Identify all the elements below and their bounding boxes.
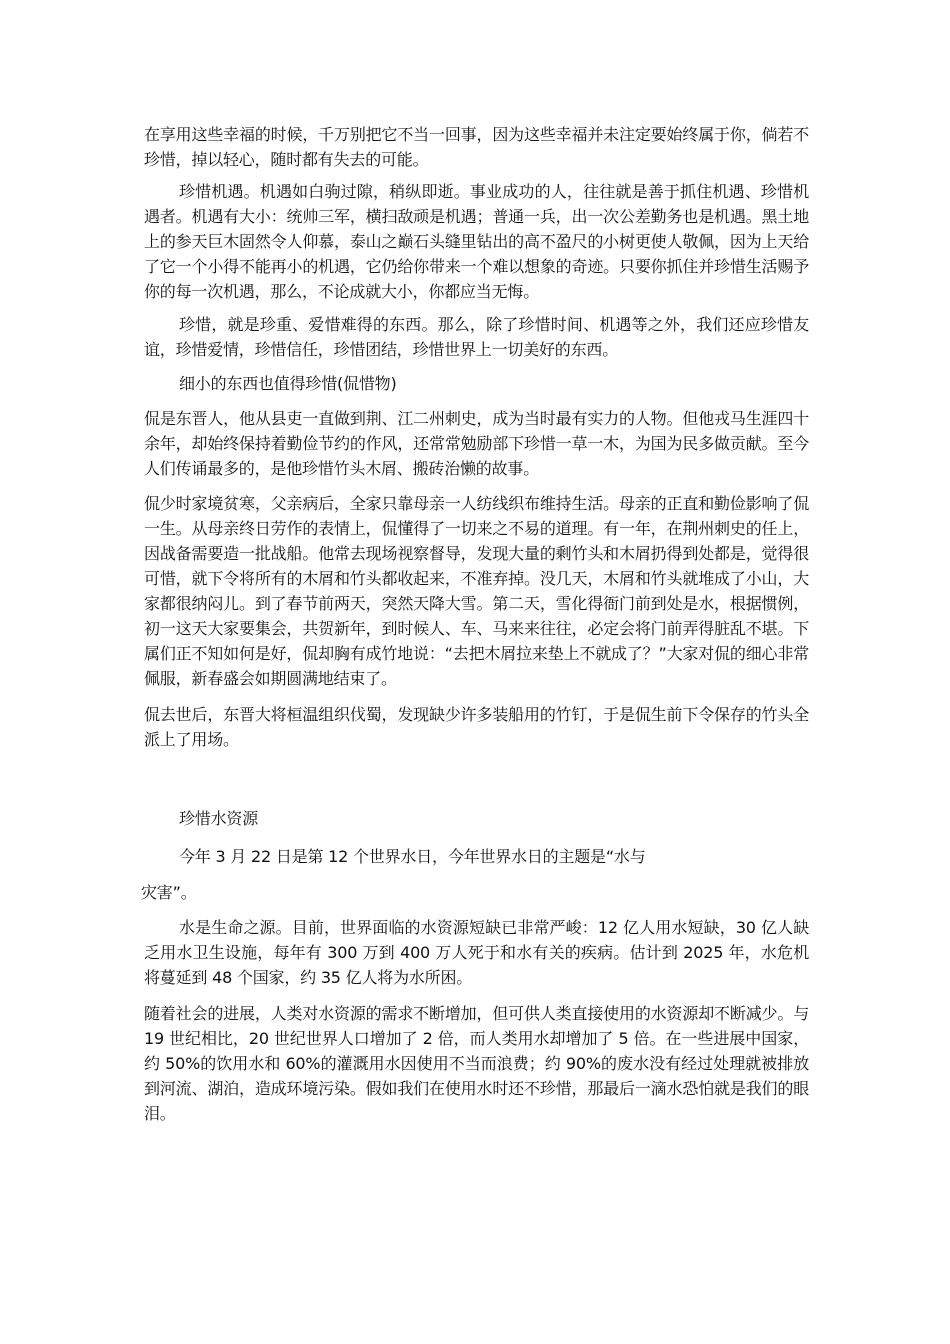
section-heading-small-things: 细小的东西也值得珍惜(侃惜物) <box>179 374 397 393</box>
paragraph-opportunity: 珍惜机遇。机遇如白驹过隙，稍纵即逝。事业成功的人，往往就是善于抓住机遇、珍惜机遇者。机遇有大小：统帅三军，横扫敌顽是机遇；普通一兵，出一次公差勤务也是机遇。黑土地上的参天巨木固然令人仰慕，泰山之巅石头缝里钻出的高不盈尺的小树更使人敬佩，因为上天给了它一个小得不能再小的机遇，它仍给你带来一个难以想象的奇迹。只要你抓住并珍惜生活赐予你的每一次机遇，那么，不论成就大小，你都应当无悔。 <box>144 182 809 301</box>
document-page <box>141 122 809 1126</box>
paragraph-cherish-definition: 珍惜，就是珍重、爱惜难得的东西。那么，除了珍惜时间、机遇等之外，我们还应珍惜友谊，珍惜爱情，珍惜信任，珍惜团结，珍惜世界上一切美好的东西。 <box>144 315 809 359</box>
paragraph-kan-intro: 侃是东晋人，他从县吏一直做到荆、江二州刺史，成为当时最有实力的人物。但他戎马生涯四十余年，却始终保持着勤俭节约的作风，还常常勉励部下珍惜一草一木，为国为民多做贡献。至今人们传诵最多的，是他珍惜竹头木屑、搬砖治懒的故事。 <box>144 409 809 478</box>
paragraph-kan-story: 侃少时家境贫寒，父亲病后，全家只靠母亲一人纺线织布维持生活。母亲的正直和勤俭影响了侃一生。从母亲终日劳作的表情上，侃懂得了一切来之不易的道理。有一年，在荆州刺史的任上，因战备需要造一批战船。他常去现场视察督导，发现大量的剩竹头和木屑扔得到处都是，觉得很可惜，就下令将所有的木屑和竹头都收起来，不准弃掉。没几天，木屑和竹头就堆成了小山，大家都很纳闷儿。到了春节前两天，突然天降大雪。第二天，雪化得衙门前到处是水，根据惯例，初一这天大家要集会，共贺新年，到时候人、车、马来来往往，必定会将门前弄得脏乱不堪。下属们正不知如何是好，侃却胸有成竹地说：“去把木屑拉来垫上不就成了？”大家对侃的细心非常佩服，新春盛会如期圆满地结束了。 <box>144 494 809 688</box>
paragraph-water-day: 今年 3 月 22 日是第 12 个世界水日，今年世界水日的主题是“水与 <box>179 847 646 866</box>
paragraph-water-source: 水是生命之源。目前，世界面临的水资源短缺已非常严峻：12 亿人用水短缺，30 亿人缺乏用水卫生设施，每年有 300 万到 400 万人死于和水有关的疾病。估计到 2025 年，水危机将蔓延到 48 个国家，约 35 亿人将为水所困。 <box>144 918 809 987</box>
paragraph-water-day-cont: 灾害”。 <box>141 883 197 902</box>
paragraph-kan-after: 侃去世后，东晋大将桓温组织伐蜀，发现缺少许多装船用的竹钉，于是侃生前下令保存的竹头全派上了用场。 <box>144 705 809 749</box>
paragraph-happiness: 在享用这些幸福的时候，千万别把它不当一回事，因为这些幸福并未注定要始终属于你，倘若不珍惜，掉以轻心，随时都有失去的可能。 <box>144 125 809 169</box>
paragraph-water-demand: 随着社会的进展，人类对水资源的需求不断增加，但可供人类直接使用的水资源却不断减少。与 19 世纪相比，20 世纪世界人口增加了 2 倍，而人类用水却增加了 5 倍。在一些进展中国家，约 50%的饮用水和 60%的灌溉用水因使用不当而浪费；约 90%的废水没有经过处理就被排放到河流、湖泊，造成环境污染。假如我们在使用水时还不珍惜，那最后一滴水恐怕就是我们的眼泪。 <box>144 1004 809 1123</box>
section-heading-water: 珍惜水资源 <box>179 809 259 828</box>
